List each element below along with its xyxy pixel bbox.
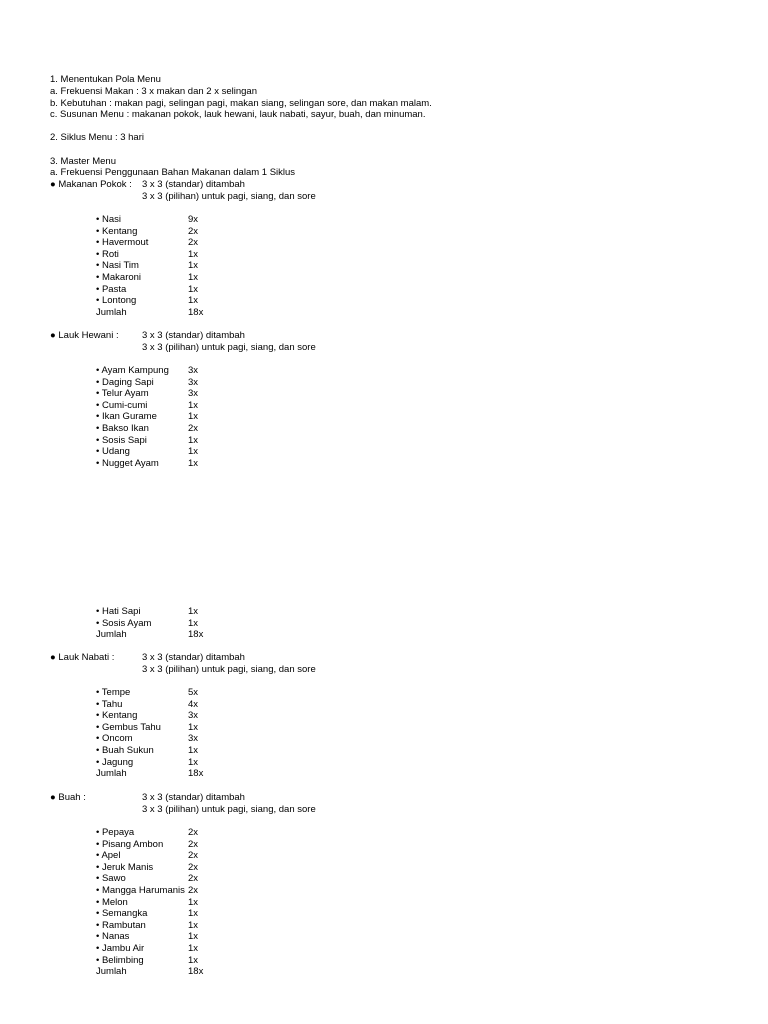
list-item [96, 908, 199, 920]
item-name: • Sosis Ayam [96, 617, 152, 629]
list-item [96, 376, 199, 389]
item-quantity: 18x [188, 768, 204, 780]
item-quantity: 2x [188, 885, 199, 896]
heading-pola-menu: 1. Menentukan Pola Menu [50, 74, 161, 85]
list-item [96, 931, 199, 943]
list-item [96, 260, 199, 272]
item-quantity: 3x [188, 388, 199, 400]
item-quantity: 1x [188, 446, 199, 458]
item-name: • Bakso Ikan [96, 423, 149, 434]
item-quantity: 1x [188, 954, 199, 966]
list-item [96, 295, 199, 307]
item-name: • Ayam Kampung [96, 365, 169, 376]
item-name: • Jagung [96, 756, 134, 768]
item-name: • Ikan Gurame [96, 411, 157, 423]
category-label: ● Makanan Pokok : [50, 179, 132, 190]
item-quantity: 1x [188, 919, 199, 931]
item-name: • Mangga Harumanis [96, 885, 185, 896]
item-name: • Sawo [96, 873, 126, 885]
category-label: ● Buah : [50, 792, 86, 803]
item-name: • Tempe [96, 687, 131, 698]
item-quantity: 1x [188, 260, 199, 272]
item-name: Jumlah [96, 966, 127, 978]
item-name: • Telur Ayam [96, 388, 149, 400]
list-item [96, 283, 199, 296]
list-item [96, 745, 199, 757]
list-item [96, 365, 199, 377]
total-row [96, 306, 204, 319]
item-quantity: 1x [188, 411, 199, 423]
item-name: • Melon [96, 896, 128, 908]
item-quantity: 18x [188, 629, 204, 641]
list-item [96, 838, 199, 851]
item-quantity: 2x [188, 861, 199, 873]
list-item [96, 698, 199, 711]
item-quantity: 1x [188, 272, 199, 283]
total-row [96, 768, 204, 780]
category-lauk-hewani [50, 330, 316, 353]
list-item [96, 827, 199, 839]
item-name: • Tahu [96, 698, 123, 710]
category-desc: 3 x 3 (standar) ditambah [142, 792, 245, 803]
item-quantity: 3x [188, 710, 199, 722]
list-item [96, 214, 199, 226]
category-desc-2: 3 x 3 (pilihan) untuk pagi, siang, dan sore [142, 803, 316, 815]
category-makanan-pokok [50, 179, 316, 202]
item-name: • Udang [96, 446, 130, 458]
item-name: • Nasi [96, 214, 121, 225]
item-name: • Buah Sukun [96, 745, 154, 756]
item-name: • Nanas [96, 931, 130, 943]
kebutuhan: b. Kebutuhan : makan pagi, selingan pagi, makan siang, selingan sore, dan makan malam. [50, 98, 432, 109]
item-name: Jumlah [96, 306, 127, 318]
item-name: • Lontong [96, 295, 137, 307]
frekuensi-makan: a. Frekuensi Makan : 3 x makan dan 2 x selingan [50, 86, 258, 97]
item-name: • Pepaya [96, 827, 135, 838]
list-item [96, 272, 199, 284]
item-quantity: 1x [188, 931, 199, 943]
item-quantity: 3x [188, 365, 199, 376]
list-item [96, 399, 199, 412]
item-name: • Nasi Tim [96, 260, 139, 272]
list-item [96, 687, 199, 699]
item-quantity: 1x [188, 896, 199, 908]
siklus-menu: 2. Siklus Menu : 3 hari [50, 132, 144, 143]
item-quantity: 1x [188, 943, 199, 954]
list-item [96, 919, 199, 932]
item-name: • Pisang Ambon [96, 838, 164, 850]
list-item [96, 248, 199, 261]
item-quantity: 3x [188, 733, 199, 745]
category-desc: 3 x 3 (standar) ditambah [142, 179, 245, 190]
category-buah [50, 792, 316, 815]
master-menu-subtitle: a. Frekuensi Penggunaan Bahan Makanan dalam 1 Siklus [50, 167, 296, 178]
item-quantity: 1x [188, 908, 199, 920]
item-name: • Cumi-cumi [96, 399, 148, 411]
list-item [96, 434, 199, 447]
item-quantity: 2x [188, 423, 199, 434]
item-quantity: 1x [188, 756, 199, 768]
item-quantity: 2x [188, 838, 199, 850]
item-name: • Roti [96, 248, 119, 260]
category-label: ● Lauk Hewani : [50, 330, 119, 341]
item-quantity: 2x [188, 237, 199, 249]
list-item [96, 954, 199, 967]
item-name: • Semangka [96, 908, 148, 920]
list-item [96, 388, 199, 400]
item-name: • Daging Sapi [96, 376, 154, 388]
item-name: • Nugget Ayam [96, 457, 159, 469]
list-item [96, 756, 199, 769]
item-name: • Pasta [96, 283, 127, 295]
item-quantity: 18x [188, 306, 204, 318]
item-quantity: 1x [188, 457, 199, 469]
list-item [96, 943, 199, 955]
list-item [96, 606, 199, 618]
list-item [96, 225, 199, 238]
total-row [96, 629, 204, 641]
category-desc-2: 3 x 3 (pilihan) untuk pagi, siang, dan sore [142, 190, 316, 202]
item-name: • Makaroni [96, 272, 142, 283]
item-name: • Sosis Sapi [96, 434, 147, 446]
item-quantity: 1x [188, 434, 199, 446]
item-name: Jumlah [96, 768, 127, 780]
list-item [96, 237, 199, 249]
list-item [96, 446, 199, 458]
item-name: • Havermout [96, 237, 149, 249]
category-desc: 3 x 3 (standar) ditambah [142, 330, 245, 341]
category-desc-2: 3 x 3 (pilihan) untuk pagi, siang, dan sore [142, 663, 316, 675]
item-quantity: 1x [188, 606, 199, 617]
item-quantity: 1x [188, 721, 199, 733]
item-name: • Kentang [96, 225, 138, 237]
item-quantity: 1x [188, 248, 199, 260]
category-desc: 3 x 3 (standar) ditambah [142, 652, 245, 663]
item-name: • Apel [96, 850, 121, 862]
category-lauk-nabati [50, 652, 316, 675]
item-quantity: 2x [188, 850, 199, 862]
item-quantity: 3x [188, 376, 199, 388]
item-quantity: 9x [188, 214, 199, 225]
susunan-menu: c. Susunan Menu : makanan pokok, lauk hewani, lauk nabati, sayur, buah, dan minuman. [50, 109, 426, 120]
list-item [96, 896, 199, 909]
item-quantity: 2x [188, 873, 199, 885]
master-menu-title: 3. Master Menu [50, 156, 116, 167]
total-row [96, 966, 204, 978]
list-item [96, 721, 199, 734]
list-item [96, 710, 199, 722]
item-quantity: 18x [188, 966, 204, 978]
list-item [96, 457, 199, 470]
item-quantity: 1x [188, 283, 199, 295]
item-quantity: 2x [188, 827, 199, 838]
item-quantity: 4x [188, 698, 199, 710]
list-item [96, 873, 199, 885]
item-quantity: 1x [188, 295, 199, 307]
item-name: • Hati Sapi [96, 606, 141, 617]
item-quantity: 1x [188, 617, 199, 629]
list-item [96, 885, 199, 897]
item-name: • Rambutan [96, 919, 146, 931]
item-quantity: 1x [188, 745, 199, 756]
item-quantity: 2x [188, 225, 199, 237]
item-name: Jumlah [96, 629, 127, 641]
item-name: • Kentang [96, 710, 138, 722]
item-name: • Gembus Tahu [96, 721, 161, 733]
list-item [96, 423, 199, 435]
item-name: • Oncom [96, 733, 133, 745]
item-quantity: 1x [188, 399, 199, 411]
item-name: • Belimbing [96, 954, 144, 966]
list-item [96, 411, 199, 423]
list-item [96, 861, 199, 874]
list-item [96, 733, 199, 745]
list-item [96, 850, 199, 862]
item-quantity: 5x [188, 687, 199, 698]
item-name: • Jambu Air [96, 943, 145, 954]
category-label: ● Lauk Nabati : [50, 652, 115, 663]
category-desc-2: 3 x 3 (pilihan) untuk pagi, siang, dan sore [142, 341, 316, 353]
item-name: • Jeruk Manis [96, 861, 154, 873]
list-item [96, 617, 199, 630]
